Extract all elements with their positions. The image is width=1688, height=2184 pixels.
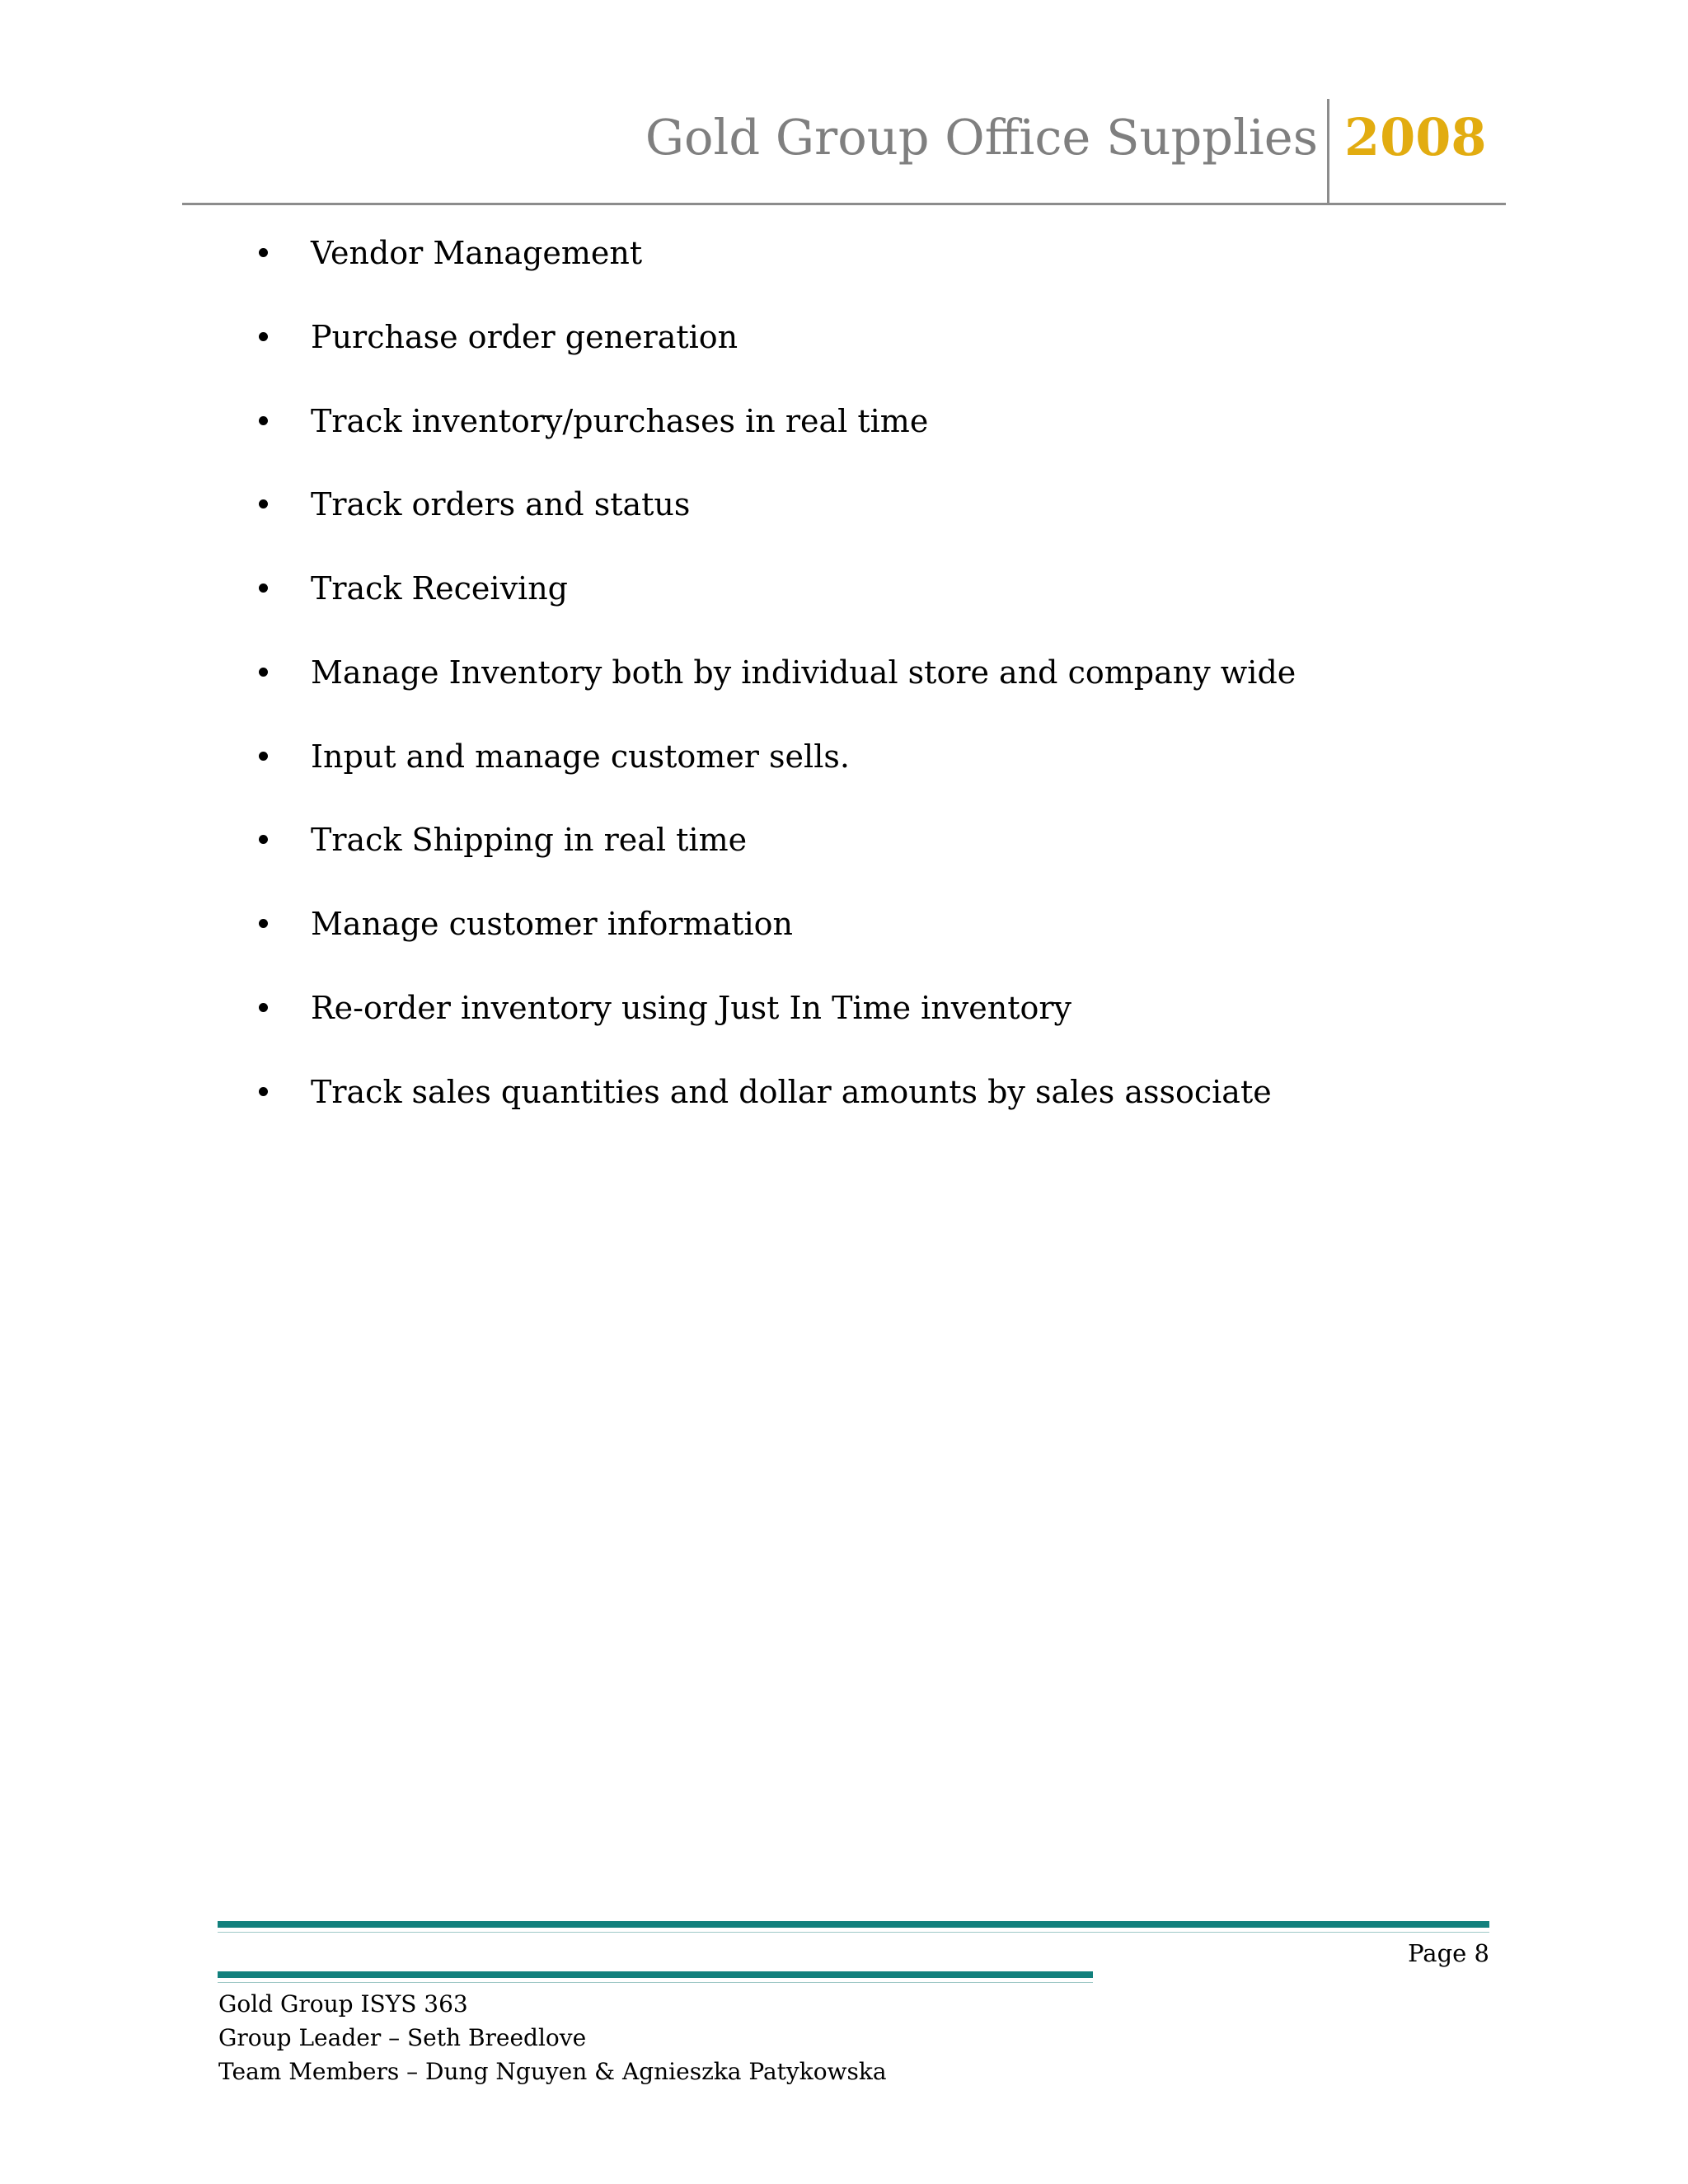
list-item [0, 1067, 1401, 1117]
bullet-icon [259, 835, 268, 844]
list-item-text: Track Shipping in real time [311, 822, 748, 858]
bullet-icon [259, 248, 268, 257]
list-item [0, 480, 1401, 529]
bullet-icon [259, 1087, 268, 1096]
list-item [0, 648, 1401, 697]
bullet-icon [259, 332, 268, 341]
list-item [0, 564, 1401, 613]
list-item-text: Manage customer information [311, 906, 793, 942]
page-number: Page 8 [1408, 1939, 1489, 1967]
bullet-icon [259, 583, 268, 593]
list-item [0, 983, 1401, 1033]
footer-thin-rule [218, 1932, 1489, 1933]
footer-group-leader: Group Leader – Seth Breedlove [218, 2024, 587, 2051]
footer-thin-rule-short [218, 1982, 1093, 1983]
footer-bar [218, 1921, 1489, 1928]
list-item [0, 732, 1401, 781]
bullet-icon [259, 668, 268, 677]
list-item [0, 396, 1401, 446]
list-item-text: Track Receiving [311, 570, 568, 607]
list-item [0, 312, 1401, 362]
bullet-icon [259, 416, 268, 425]
footer-bar-short [218, 1971, 1093, 1978]
list-item-text: Track sales quantities and dollar amounts by sales associate [311, 1074, 1272, 1110]
footer-course: Gold Group ISYS 363 [218, 1990, 468, 2018]
bullet-icon [259, 752, 268, 761]
list-item [0, 899, 1401, 949]
header-divider [1327, 99, 1329, 204]
list-item [0, 815, 1401, 865]
bullet-icon [259, 499, 268, 509]
list-item-text: Input and manage customer sells. [311, 738, 850, 775]
document-title: Gold Group Office Supplies [645, 109, 1318, 166]
page-header [182, 97, 1506, 204]
list-item-text: Re-order inventory using Just In Time inventory [311, 990, 1072, 1026]
list-item-text: Track orders and status [311, 486, 691, 523]
footer-info [218, 1987, 887, 2088]
header-rule [182, 203, 1506, 205]
list-item-text: Vendor Management [311, 235, 643, 271]
list-item-text: Purchase order generation [311, 319, 738, 355]
list-item-text: Track inventory/purchases in real time [311, 403, 929, 439]
bullet-icon [259, 919, 268, 928]
footer-team-members: Team Members – Dung Nguyen & Agnieszka Patykowska [218, 2058, 887, 2085]
bullet-icon [259, 1003, 268, 1012]
list-item-text: Manage Inventory both by individual store and company wide [311, 654, 1296, 691]
document-year: 2008 [1344, 107, 1487, 167]
list-item [0, 228, 1401, 278]
